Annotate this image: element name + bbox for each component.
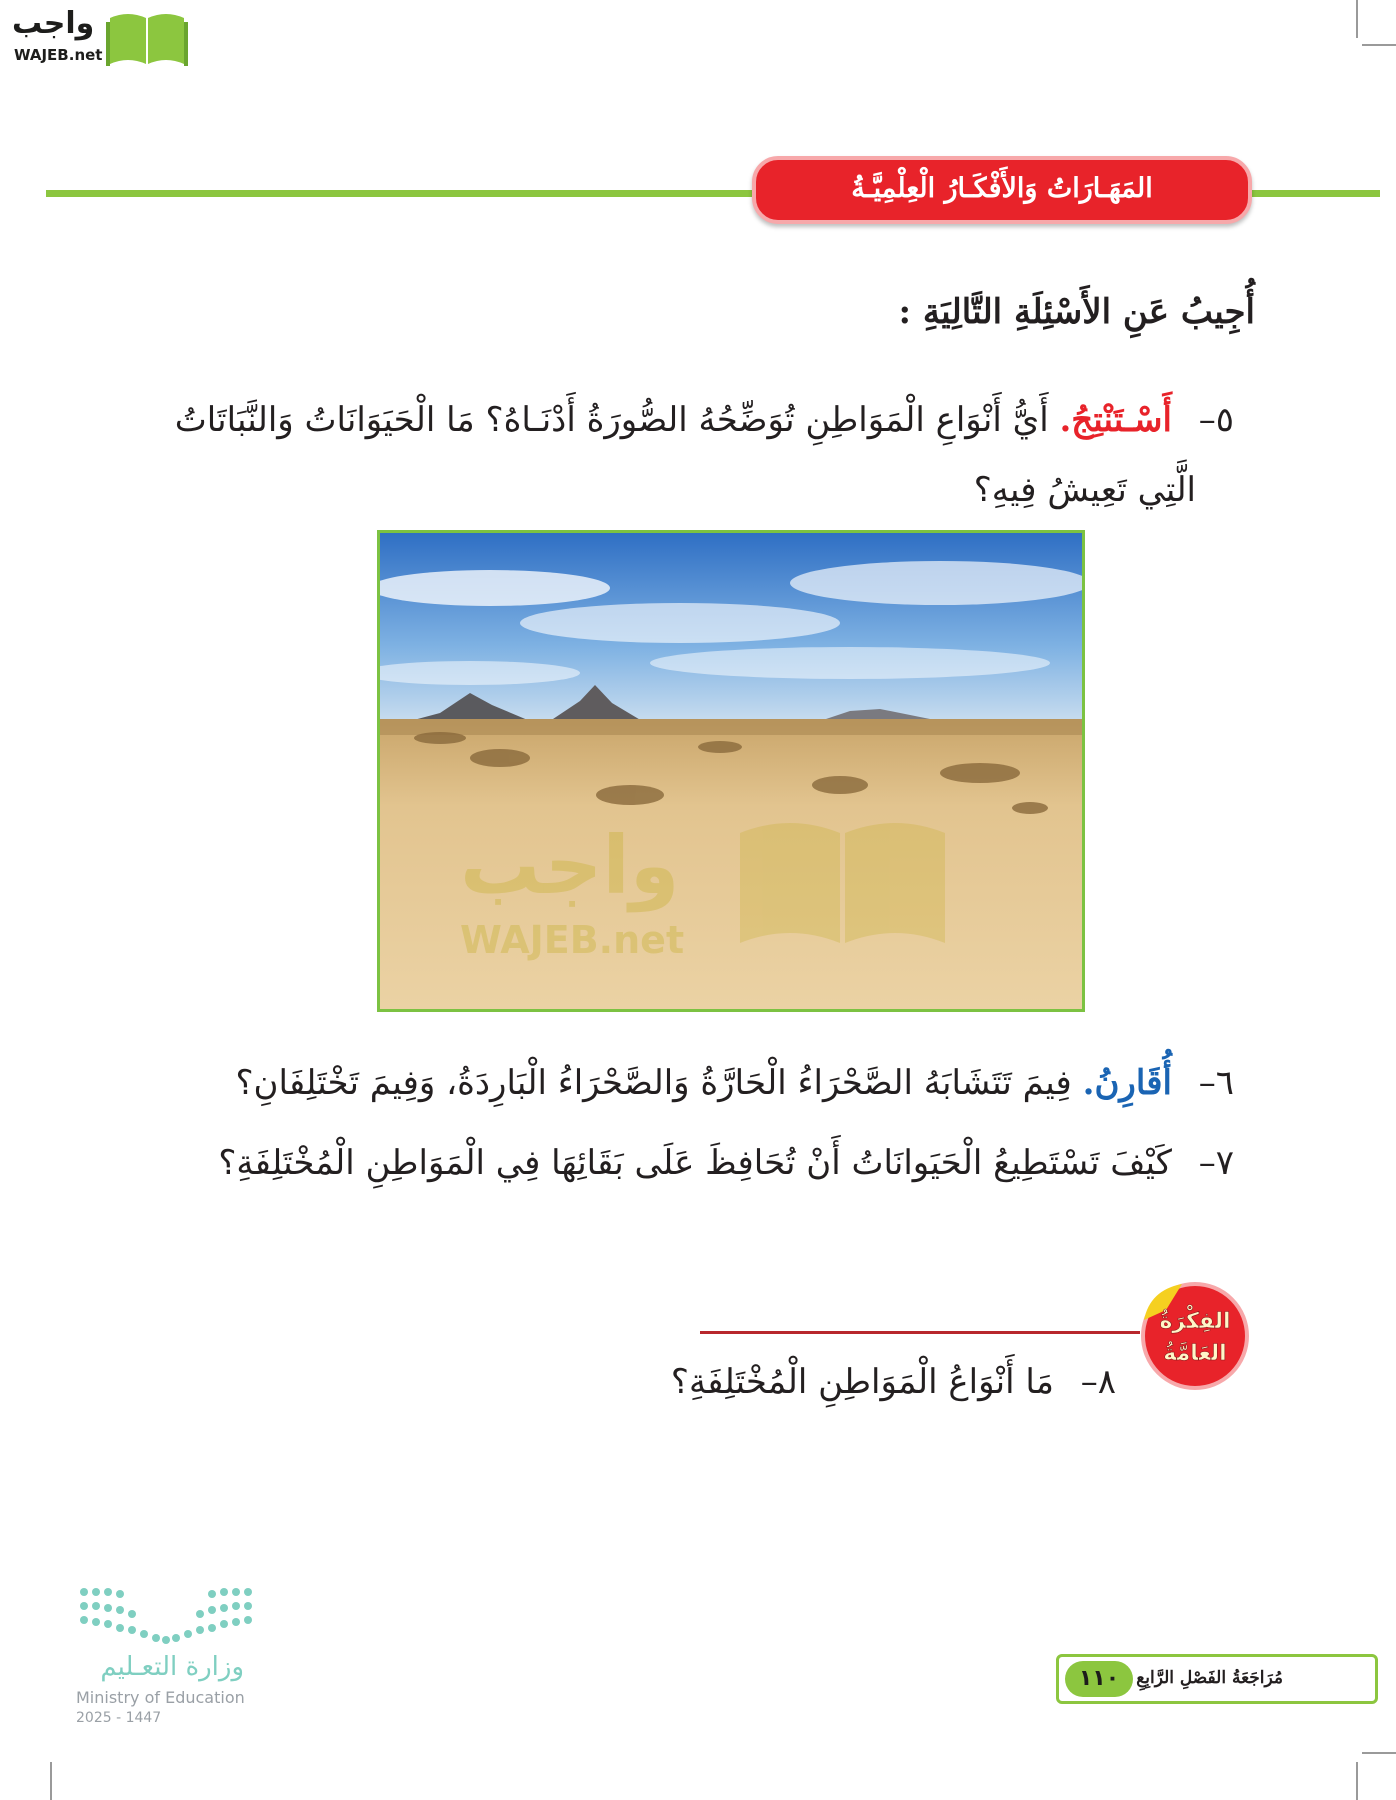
crop-mark (1362, 1752, 1396, 1754)
question-text: فِيمَ تَتَشَابَهُ الصَّحْرَاءُ الْحَارَّةُ وَالصَّحْرَاءُ الْبَارِدَةُ، وَفِيمَ تَخْتَلِفَانِ؟ (235, 1063, 1072, 1103)
question-7 (218, 1143, 1234, 1183)
instruction-heading: أُجِيبُ عَنِ الأَسْئِلَةِ التَّالِيَةِ : (898, 292, 1255, 332)
question-number: ٨– (1080, 1362, 1116, 1402)
question-text: كَيْفَ تَسْتَطِيعُ الْحَيَوانَاتُ أَنْ تُحَافِظَ عَلَى بَقَائِهَا فِي الْمَوَاطِنِ الْمُخْتَلِفَةِ؟ (218, 1143, 1172, 1183)
section-header-badge (752, 156, 1252, 224)
chapter-review-label: مُرَاجَعَةُ الفَصْلِ الرَّابِعِ (1136, 1668, 1283, 1688)
watermark-text-en: WAJEB.net (460, 918, 685, 962)
crop-mark (50, 1762, 52, 1800)
question-keyword: أُقَارِنُ. (1082, 1063, 1172, 1103)
ministry-logo (76, 1580, 256, 1730)
logo-text-ar: واجب (12, 6, 95, 41)
question-text: أَيُّ أَنْوَاعِ الْمَوَاطِنِ تُوَضِّحُهُ الصُّورَةُ أَدْنَـاهُ؟ مَا الْحَيَوَانَاتُ وَالنَّبَاتَاتُ (174, 400, 1049, 440)
page-footer (1056, 1654, 1378, 1704)
ministry-year: 2025 - 1447 (76, 1710, 162, 1726)
watermark-text-ar: واجب (460, 819, 680, 912)
desert-landscape-image (380, 533, 1082, 1009)
big-idea-label-2: العَامَّةُ (1163, 1341, 1227, 1366)
question-keyword: أَسْـتَنْتِجُ. (1059, 400, 1172, 440)
question-5 (175, 400, 1234, 440)
big-idea-label-1: الفِكْرَةُ (1159, 1309, 1231, 1334)
desert-photo (377, 530, 1085, 1012)
question-number: ٥– (1198, 400, 1234, 440)
big-idea-badge (1136, 1280, 1254, 1392)
question-6 (235, 1063, 1234, 1103)
ministry-name-ar: وزارة التعـليم (100, 1652, 244, 1682)
crop-mark (1362, 44, 1396, 46)
page-number: ١١٠ (1065, 1661, 1133, 1697)
section-title: المَهَـارَاتُ وَالأَفْكَـارُ الْعِلْمِيَّـةُ (851, 173, 1153, 204)
big-idea-rule (700, 1331, 1140, 1334)
ministry-name-en: Ministry of Education (76, 1688, 245, 1707)
book-icon (106, 10, 188, 66)
question-number: ٧– (1198, 1143, 1234, 1183)
question-5-continuation: الَّتِي تَعِيشُ فِيهِ؟ (973, 470, 1196, 510)
ministry-emblem-icon (76, 1580, 256, 1650)
question-8 (671, 1362, 1116, 1402)
wajeb-logo[interactable] (12, 6, 192, 68)
crop-mark (1356, 1762, 1358, 1800)
question-text: مَا أَنْوَاعُ الْمَوَاطِنِ الْمُخْتَلِفَةِ؟ (670, 1362, 1054, 1402)
logo-text-en: WAJEB.net (14, 46, 103, 64)
crop-mark (1356, 0, 1358, 38)
question-number: ٦– (1198, 1063, 1234, 1103)
